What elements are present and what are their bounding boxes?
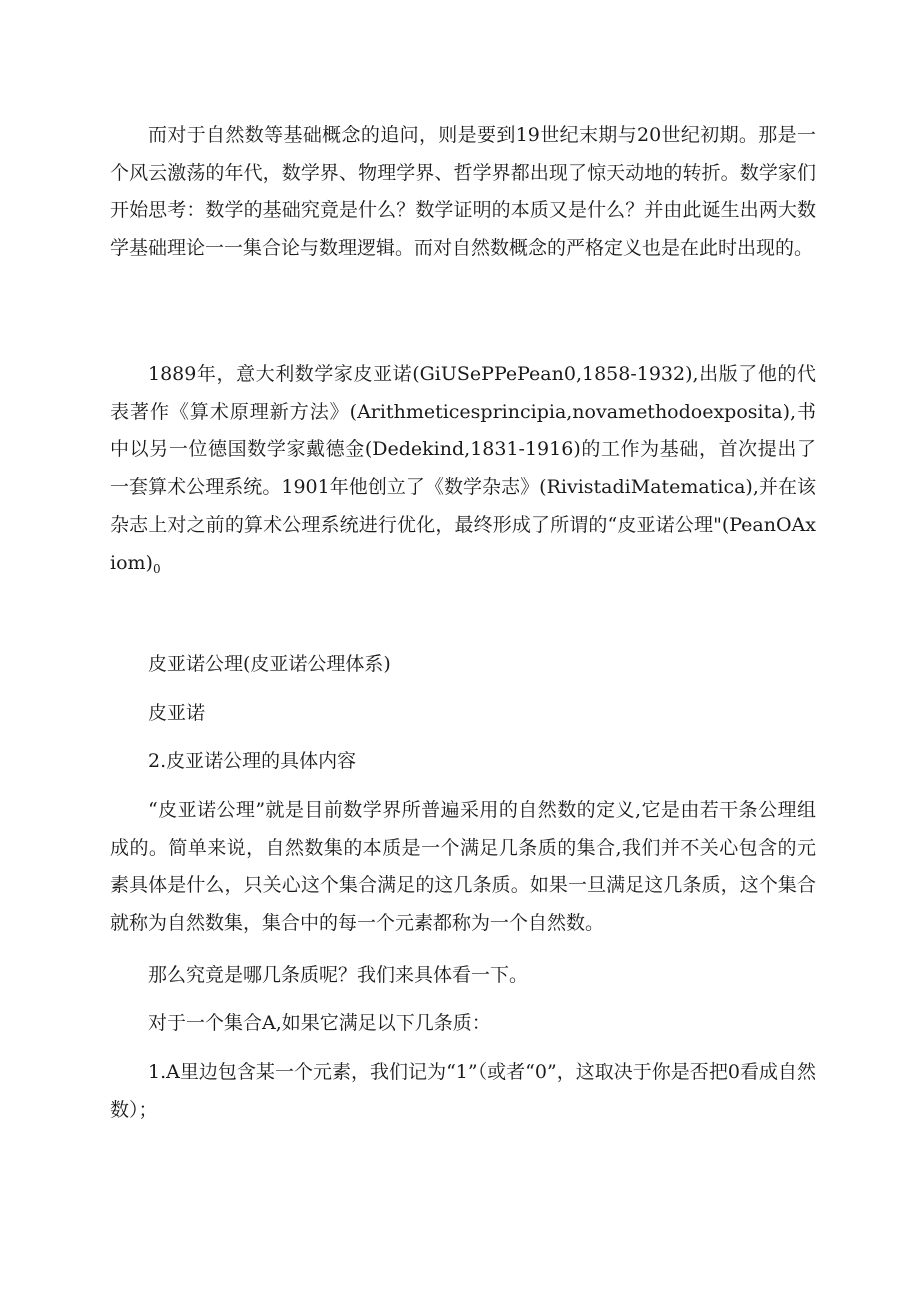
heading-axiom-content: 2.皮亚诺公理的具体内容 xyxy=(148,750,357,772)
paragraph-peano-history xyxy=(110,356,816,588)
paragraph-definition: “皮亚诺公理”就是目前数学界所普遍采用的自然数的定义,它是由若干条公理组成的。简单来说，自然数集的本质是一个满足几条质的集合,我们并不关心包含的元素具体是什么，只关心这个集合满足的这几条质。如果一旦满足这几条质，这个集合就称为自然数集，集合中的每一个元素都称为一个自然数。 xyxy=(110,799,816,935)
heading-peano-axioms: 皮亚诺公理(皮亚诺公理体系) xyxy=(148,653,391,675)
paragraph-lead-in: 对于一个集合A,如果它满足以下几条质： xyxy=(148,1012,491,1034)
paragraph-axiom-1: 1.A里边包含某一个元素，我们记为“1”（或者“0”，这取决于你是否把0看成自然数）； xyxy=(110,1061,816,1121)
heading-peano: 皮亚诺 xyxy=(148,702,206,724)
paragraph-intro: 而对于自然数等基础概念的追问，则是要到19世纪末期与20世纪初期。那是一个风云激荡的年代，数学界、物理学界、哲学界都出现了惊天动地的转折。数学家们开始思考：数学的基础究竟是什么？数学证明的本质又是什么？并由此诞生出两大数学基础理论一一集合论与数理逻辑。而对自然数概念的严格定义也是在此时出现的。 xyxy=(110,124,816,260)
paragraph-question: 那么究竟是哪几条质呢？我们来具体看一下。 xyxy=(148,964,529,986)
paragraph-peano-history-text: 1889年，意大利数学家皮亚诺(GiUSePPePean0,1858-1932),出版了他的代表著作《算术原理新方法》(Arithmeticesprincipia,novamethodoexposita),书中以另一位德国数学家戴德金(Dedekind,1831-1916)的工作为基础，首次提出了一套算术公理系统。1901年他创立了《数学杂志》(RivistadiMatematica),并在该杂志上对之前的算术公理系统进行优化，最终形成了所谓的“皮亚诺公理"(PeanOAxiom) xyxy=(110,363,816,574)
paragraph-peano-history-tail: 0 xyxy=(152,561,161,576)
